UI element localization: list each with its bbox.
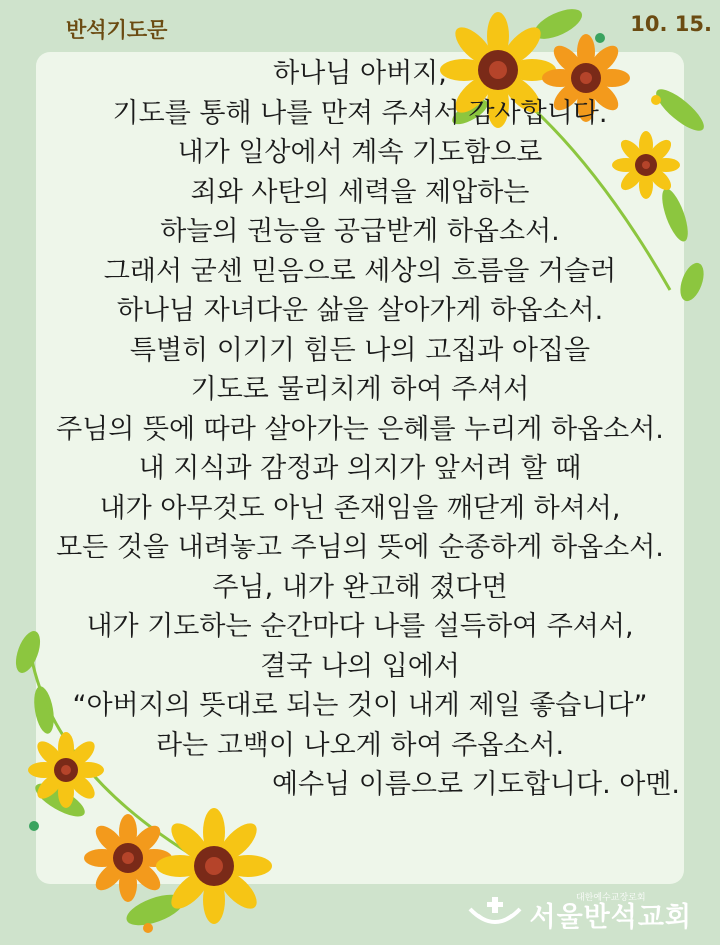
prayer-line: 그래서 굳센 믿음으로 세상의 흐름을 거슬러: [103, 255, 617, 287]
prayer-line: 특별히 이기기 힘든 나의 고집과 아집을: [129, 334, 591, 366]
church-denomination: 대한예수교장로회: [575, 893, 646, 903]
prayer-line: 하나님 자녀다운 삶을 살아가게 하옵소서.: [116, 295, 604, 326]
church-logo-icon: [466, 895, 524, 931]
prayer-line: 내가 일상에서 계속 기도함으로: [177, 137, 543, 168]
prayer-line: 하늘의 권능을 공급받게 하옵소서.: [160, 216, 560, 247]
prayer-line: 죄와 사탄의 세력을 제압하는: [190, 176, 530, 208]
prayer-line: 기도를 통해 나를 만져 주셔서 감사합니다.: [112, 97, 608, 129]
prayer-line: 라는 고백이 나오게 하여 주옵소서.: [155, 729, 565, 761]
prayer-line: 하나님 아버지,: [273, 58, 447, 89]
prayer-line: 내가 아무것도 아닌 존재임을 깨닫게 하셔서,: [99, 492, 621, 524]
prayer-line: 주님, 내가 완고해 졌다면: [212, 571, 508, 603]
prayer-closing-line: 예수님 이름으로 기도합니다. 아멘.: [271, 769, 680, 800]
prayer-line: 모든 것을 내려놓고 주님의 뜻에 순종하게 하옵소서.: [56, 532, 664, 563]
church-logo: [466, 893, 693, 933]
prayer-line: 내가 기도하는 순간마다 나를 설득하여 주셔서,: [86, 611, 634, 642]
church-name: 서울반석교회: [529, 902, 692, 933]
date-label: 10. 15.: [630, 12, 712, 36]
prayer-line: 내 지식과 감정과 의지가 앞서려 할 때: [138, 453, 582, 484]
prayer-line: 결국 나의 입에서: [260, 650, 460, 682]
page-title: 반석기도문: [66, 18, 168, 42]
prayer-line: “아버지의 뜻대로 되는 것이 내게 제일 좋습니다”: [72, 690, 648, 721]
prayer-text: [0, 56, 720, 807]
prayer-line: 기도로 물리치게 하여 주셔서: [190, 374, 530, 405]
prayer-line: 주님의 뜻에 따라 살아가는 은혜를 누리게 하옵소서.: [56, 413, 664, 445]
